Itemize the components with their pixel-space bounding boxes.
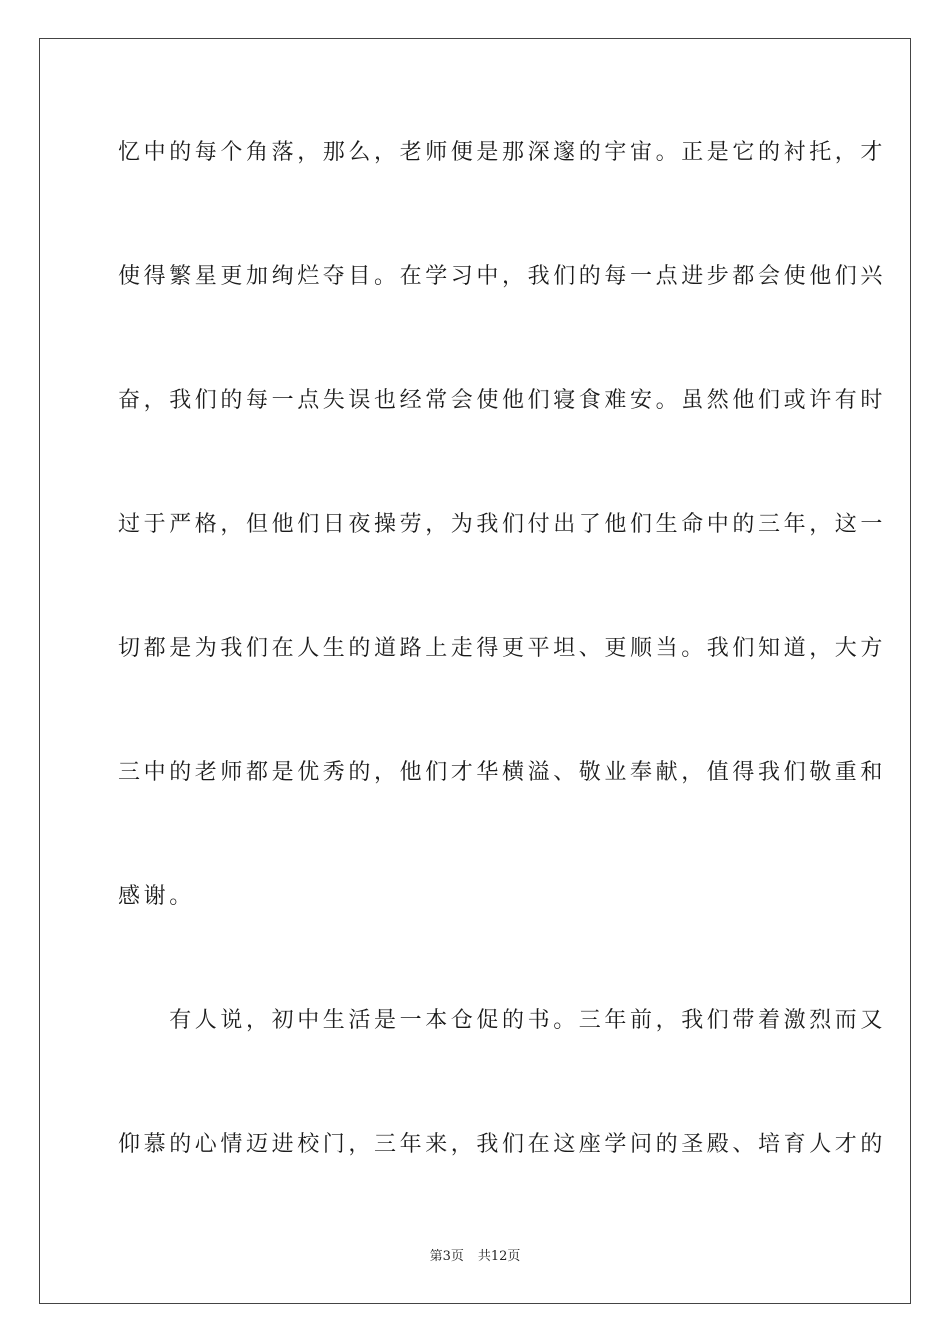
- text-line-2: 使得繁星更加绚烂夺目。在学习中，我们的每一点进步都会使他们兴: [118, 264, 887, 289]
- text-line-5: 切都是为我们在人生的道路上走得更平坦、更顺当。我们知道，大方: [118, 636, 887, 661]
- text-line-6: 三中的老师都是优秀的，他们才华横溢、敬业奉献，值得我们敬重和: [118, 760, 887, 785]
- page-footer: [0, 1248, 950, 1266]
- text-line-3: 奋，我们的每一点失误也经常会使他们寝食难安。虽然他们或许有时: [118, 388, 887, 413]
- text-line-1: 忆中的每个角落，那么，老师便是那深邃的宇宙。正是它的衬托，才: [118, 140, 887, 165]
- text-line-4: 过于严格，但他们日夜操劳，为我们付出了他们生命中的三年，这一: [118, 512, 887, 537]
- text-line-8: 有人说，初中生活是一本仓促的书。三年前，我们带着激烈而又: [118, 1008, 887, 1033]
- page-number: 第3页: [429, 1249, 464, 1264]
- text-line-9: 仰慕的心情迈进校门，三年来，我们在这座学问的圣殿、培育人才的: [118, 1132, 887, 1157]
- page-total: 共12页: [477, 1249, 521, 1264]
- page-border: [39, 38, 911, 1304]
- text-line-7: 感谢。: [118, 884, 195, 909]
